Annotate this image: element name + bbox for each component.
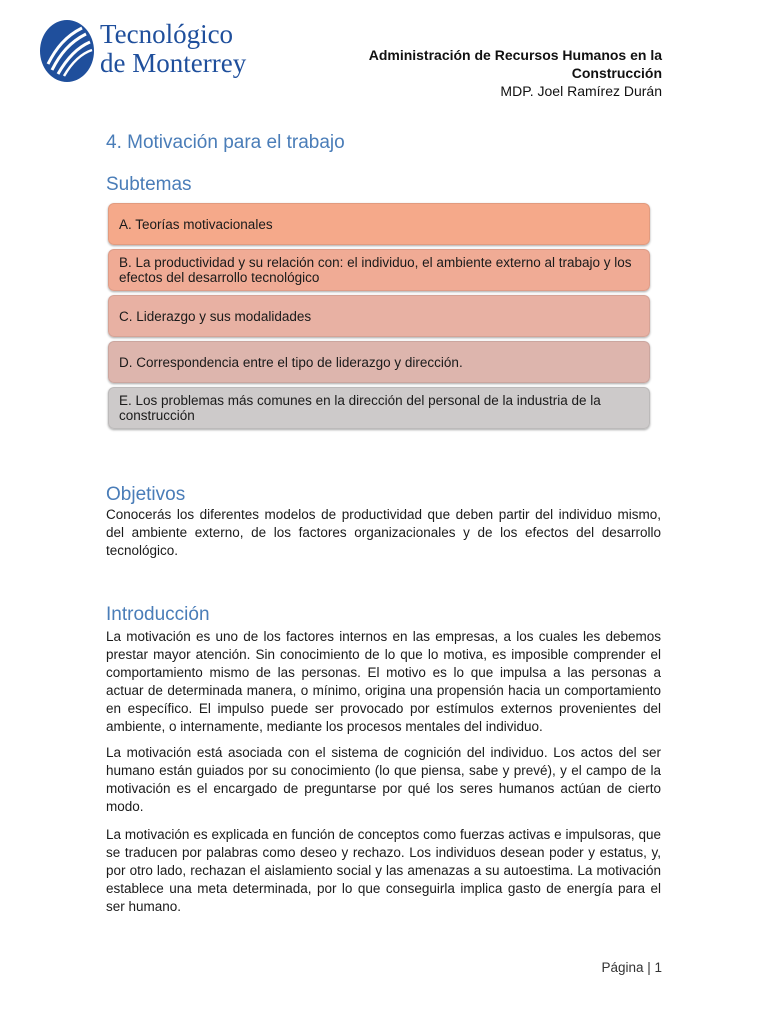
page-number: Página | 1	[601, 960, 662, 975]
subtema-item	[108, 387, 650, 429]
subtema-item	[108, 249, 650, 291]
course-title-line-2: Construcción	[571, 65, 662, 81]
subtema-label: D. Correspondencia entre el tipo de liderazgo y dirección.	[119, 354, 463, 370]
institution-logo	[38, 18, 278, 84]
subtema-item	[108, 295, 650, 337]
subtema-label: E. Los problemas más comunes en la dirección del personal de la industria de la construcción	[119, 393, 601, 423]
objetivos-text: Conocerás los diferentes modelos de productividad que deben partir del individuo mismo, del ambiente externo, de los factores organizacionales y de los efectos del desarrollo tecnológico.	[106, 507, 661, 558]
logo-wordmark	[100, 20, 246, 78]
subtema-label: A. Teorías motivacionales	[119, 216, 273, 232]
subtema-item	[108, 203, 650, 245]
subtema-label: C. Liderazgo y sus modalidades	[119, 308, 312, 324]
intro-paragraph: La motivación está asociada con el sistema de cognición del individuo. Los actos del ser humano están guiados por su conocimiento (lo que piensa, sabe y prevé), y el campo de la motivación es el encargado de preguntarse por qué los seres humanos actúan de cierto modo.	[106, 745, 661, 814]
instructor-name: MDP. Joel Ramírez Durán	[500, 83, 662, 99]
logo-line-1: Tecnológico	[100, 19, 234, 49]
intro-paragraph: La motivación es uno de los factores internos en las empresas, a los cuales les debemos prestar mayor atención. Sin conocimiento de lo que lo motiva, es imposible comprender el comportamiento mismo de las personas. El motivo es lo que impulsa a las personas a actuar de determinada manera, o mínimo, origina una propensión hacia un comportamiento en específico. El impulso puede ser provocado por estímulos externos provenientes del ambiente, o internamente, mediante los procesos mentales del individuo.	[106, 629, 661, 734]
course-title-line-1: Administración de Recursos Humanos en la	[368, 47, 662, 63]
subtema-item	[108, 341, 650, 383]
logo-emblem-icon	[38, 18, 96, 84]
intro-paragraph: La motivación es explicada en función de conceptos como fuerzas activas e impulsoras, que se traducen por palabras como deseo y rechazo. Los individuos desean poder y estatus, y, por otro lado, rechazan el aislamiento social y las amenazas a su autoestima. La motivación establece una meta determinada, por lo que conseguirla implica gasto de energía para el ser humano.	[106, 827, 661, 914]
subtemas-list	[108, 203, 650, 433]
subtemas-heading: Subtemas	[106, 174, 192, 195]
document-header	[369, 46, 662, 100]
introduccion-heading: Introducción	[106, 604, 210, 625]
logo-line-2: de Monterrey	[100, 48, 247, 78]
chapter-title: 4. Motivación para el trabajo	[106, 132, 345, 153]
subtema-label: B. La productividad y su relación con: el individuo, el ambiente externo al trabajo y los efectos del desarrollo tecnológico	[119, 255, 632, 285]
objetivos-heading: Objetivos	[106, 484, 186, 505]
